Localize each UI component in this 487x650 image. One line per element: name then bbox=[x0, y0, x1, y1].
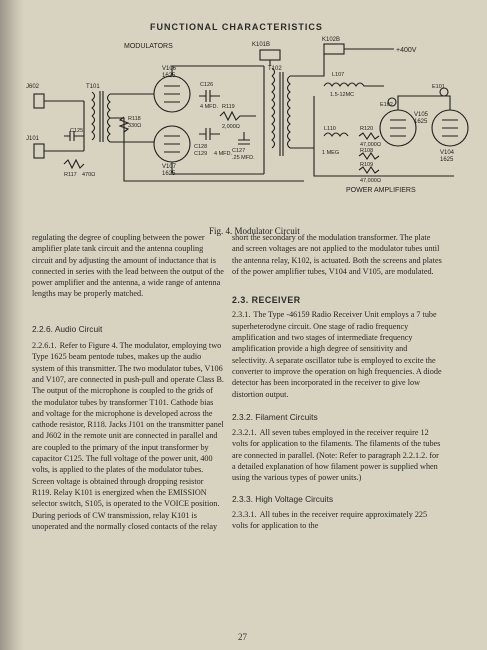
heading-2-3-2: 2.3.2. Filament Circuits bbox=[232, 411, 318, 422]
label-r120: R120 bbox=[360, 126, 374, 132]
label-r109-value: 47,000Ω bbox=[360, 178, 381, 184]
label-k101b: K101B bbox=[252, 42, 271, 48]
right-column bbox=[232, 232, 442, 532]
paragraph-number: 2.3.3.1. bbox=[232, 509, 257, 519]
label-k102b: K102B bbox=[322, 37, 341, 43]
label-r108: R108 bbox=[360, 148, 374, 154]
label-c127: C127 bbox=[232, 148, 246, 154]
label-r120-value: 47,000Ω bbox=[360, 142, 381, 148]
page-gutter-edge bbox=[0, 0, 24, 650]
left-column bbox=[32, 232, 224, 532]
label-r1meg: 1 MEG bbox=[322, 150, 340, 156]
label-c126: C126 bbox=[200, 82, 214, 88]
label-v106: V106 bbox=[162, 66, 177, 72]
label-j101: J101 bbox=[26, 136, 40, 142]
label-v105-type: 1625 bbox=[414, 119, 428, 125]
paragraph-number: 2.3.1. bbox=[232, 310, 251, 320]
paragraph-text: All tubes in the receiver require approximately 225 volts for application to the bbox=[232, 509, 428, 531]
label-c128: C128 bbox=[194, 144, 208, 150]
paragraph-number: 2.3.2.1. bbox=[232, 428, 257, 438]
label-l107-value: 1.5-12MC bbox=[330, 92, 355, 98]
heading-2-3: 2.3. RECEIVER bbox=[232, 295, 301, 306]
label-r117-value: 470Ω bbox=[82, 172, 96, 178]
jack-j101-symbol bbox=[34, 144, 44, 158]
label-c128-value: 4 MFD. bbox=[214, 151, 233, 157]
figure-caption: Fig. 4. Modulator Circuit bbox=[209, 226, 300, 236]
label-v107-type: 1625 bbox=[162, 171, 176, 177]
label-r117: R117 bbox=[64, 172, 77, 178]
running-head: FUNCTIONAL CHARACTERISTICS bbox=[150, 22, 323, 32]
heading-2-3-3: 2.3.3. High Voltage Circuits bbox=[232, 493, 334, 504]
page-number: 27 bbox=[238, 632, 247, 642]
right-intro-paragraph: short the secondary of the modulation transformer. The plate and screen voltages are not applied to the modulator tubes until the antenna relay, K102, is actuated. Both the screens and plates of the power amplifier tubes, V104 and V105, are modulated. bbox=[232, 233, 442, 276]
heading-2-2-6: 2.2.6. Audio Circuit bbox=[32, 323, 103, 334]
paragraph-number: 2.2.6.1. bbox=[32, 341, 57, 351]
label-power-amplifiers: POWER AMPLIFIERS bbox=[346, 187, 416, 194]
schematic-drawing bbox=[24, 36, 484, 196]
label-e101: E101 bbox=[432, 84, 445, 90]
label-modulators: MODULATORS bbox=[124, 43, 173, 50]
label-r118-value: 330Ω bbox=[128, 123, 142, 129]
label-c126-value: 4 MFD. bbox=[200, 104, 219, 110]
label-v106-type: 1625 bbox=[162, 73, 176, 79]
relay-k101b-symbol bbox=[260, 50, 280, 60]
label-v105: V105 bbox=[414, 112, 429, 118]
paragraph-2-3-3-1 bbox=[232, 509, 442, 532]
label-l107: L107 bbox=[332, 72, 345, 78]
label-j602: J602 bbox=[26, 84, 40, 90]
label-v107: V107 bbox=[162, 164, 177, 170]
label-t101: T101 bbox=[86, 84, 100, 90]
label-l110: L110 bbox=[324, 126, 336, 132]
paragraph-2-3-2-1 bbox=[232, 427, 442, 483]
paragraph-text: Refer to Figure 4. The modulator, employing two Type 1625 beam pentode tubes, makes up the audio system of this transmitter. The two modulator tubes, V106 and V107, are connected in push-pull and operate Class B. The output of the microphone is coupled to the grids of the modulator tubes by transformer T101. Cathode bias and voltage for the microphone is developed across the cathode resistor, R118. Jacks J101 on the transmitter panel and J602 in the remote unit are connected in parallel and are coupled to the primary of the input transformer by capacitor C125. The full voltage of the power unit, 400 volts, is applied to the plates of the modulator tubes. Screen voltage is obtained through dropping resistor R119. Relay K101 is energized when the EMISSION selector switch, S105, is operated to the VOICE position. During periods of CW transmission, relay K101 is unoperated and the normally closed contacts of the relay bbox=[32, 341, 224, 531]
label-v104: V104 bbox=[440, 150, 455, 156]
modulator-circuit-figure bbox=[24, 36, 484, 236]
label-c127-value: .25 MFD. bbox=[232, 155, 255, 161]
jack-j602-symbol bbox=[34, 94, 44, 108]
label-r119-value: 2,000Ω bbox=[222, 124, 240, 130]
relay-k102b-symbol bbox=[324, 44, 344, 54]
label-r118: R118 bbox=[128, 116, 141, 122]
label-v104-type: 1625 bbox=[440, 157, 454, 163]
label-plus400v: +400V bbox=[396, 47, 417, 54]
label-e102: E102 bbox=[380, 102, 393, 108]
label-c125: C125 bbox=[70, 128, 84, 134]
label-r119: R119 bbox=[222, 104, 235, 110]
paragraph-2-2-6-1 bbox=[32, 340, 224, 532]
paragraph-text: All seven tubes employed in the receiver require 12 volts for application to the filaments. The filaments of the tubes are connected in parallel. (Note: Refer to paragraph 2.2.1.2. for a detailed explanation of how filament power is supplied when using the various types of power units.) bbox=[232, 428, 441, 483]
left-intro-paragraph: regulating the degree of coupling between the power amplifier plate tank circuit and the antenna coupling circuit and by adjusting the amount of inductance that is connected in series with the lead between the output of the power amplifier and the antenna, a wide range of antenna lengths may be properly matched. bbox=[32, 233, 224, 299]
label-t102: T102 bbox=[268, 66, 282, 72]
paragraph-text: The Type -46159 Radio Receiver Unit employs a 7 tube superheterodyne circuit. One stage of radio frequency amplification and two stages of intermediate frequency amplification provide a high degree of sensitivity and selectivity. A separate oscillator tube is employed to excite the converter to improve the operation on high frequencies. A diode detector has been incorporated in the receiver to give low distortion output. bbox=[232, 310, 442, 399]
label-r109: R109 bbox=[360, 162, 374, 168]
label-c129: C129 bbox=[194, 151, 208, 157]
paragraph-2-3-1 bbox=[232, 309, 442, 399]
